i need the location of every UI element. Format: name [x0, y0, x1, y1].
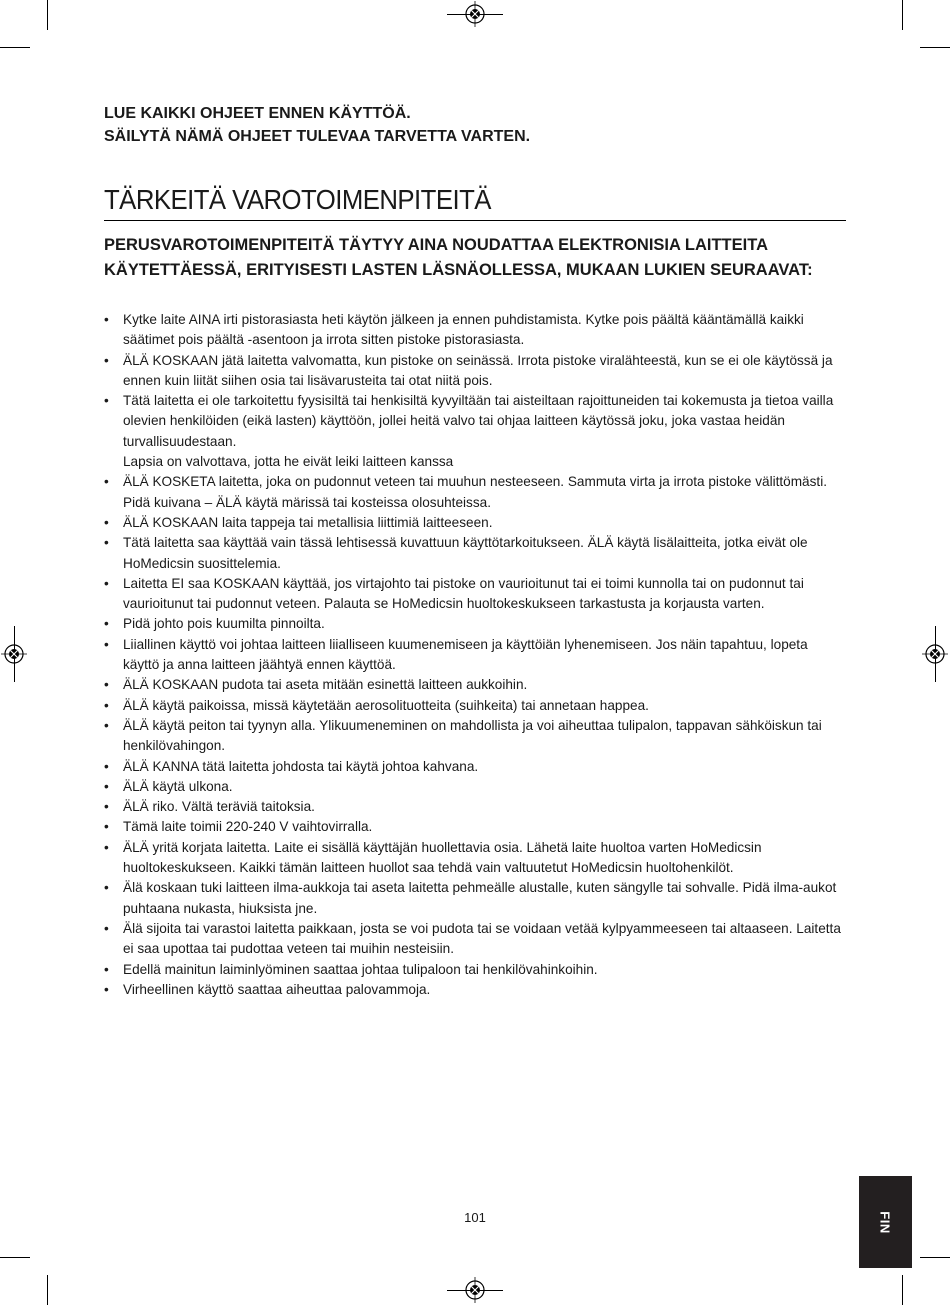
list-item — [104, 838, 846, 879]
bullet-icon: • — [104, 352, 109, 368]
list-item — [104, 513, 846, 533]
list-item-note: Lapsia on valvottava, jotta he eivät leiki laitteen kanssa — [123, 454, 454, 470]
registration-mark-icon — [462, 1, 488, 27]
bullet-icon: • — [104, 880, 109, 896]
bullet-icon: • — [104, 981, 109, 997]
bullet-icon: • — [104, 677, 109, 693]
crop-mark-bottom-right-v — [902, 1275, 903, 1305]
bullet-icon: • — [104, 575, 109, 591]
list-item-text: ÄLÄ riko. Vältä teräviä taitoksia. — [123, 799, 315, 815]
list-item — [104, 614, 846, 634]
list-item — [104, 777, 846, 797]
list-item — [104, 980, 846, 1000]
crop-mark-top-right-h — [920, 47, 950, 48]
list-item-text: ÄLÄ KANNA tätä laitetta johdosta tai käytä johtoa kahvana. — [123, 758, 479, 774]
registration-mark-icon — [922, 641, 948, 667]
list-item-text: ÄLÄ käytä ulkona. — [123, 778, 233, 794]
bullet-icon: • — [104, 717, 109, 733]
list-item — [104, 391, 846, 472]
crop-mark-top-left-v — [47, 0, 48, 30]
list-item — [104, 574, 846, 615]
list-item — [104, 797, 846, 817]
precautions-list — [104, 310, 846, 1000]
bullet-icon: • — [104, 514, 109, 530]
list-item-text: ÄLÄ KOSKAAN jätä laitetta valvomatta, kun pistoke on seinässä. Irrota pistoke viralähteestä, kun se ei ole käytössä ja ennen kuin liität siihen osia tai lisävarusteita tai otat niitä pois. — [123, 352, 833, 388]
crop-mark-bottom-right-h — [920, 1257, 950, 1258]
registration-mark-icon — [1, 641, 27, 667]
bullet-icon: • — [104, 961, 109, 977]
list-item — [104, 310, 846, 351]
list-item-text: Liiallinen käyttö voi johtaa laitteen liialliseen kuumenemiseen ja käyttöiän lyhenemiseen. Jos näin tapahtuu, lopeta käyttö ja anna laitteen jäähtyä ennen käyttöä. — [123, 636, 808, 673]
section-subheading: PERUSVAROTOIMENPITEITÄ TÄYTYY AINA NOUDATTAA ELEKTRONISIA LAITTEITA KÄYTETTÄESSÄ, ERITYISESTI LASTEN LÄSNÄOLLESSA, MUKAAN LUKIEN SEURAAVAT: — [104, 236, 813, 279]
list-item-text: ÄLÄ käytä paikoissa, missä käytetään aerosolituotteita (suihkeita) tai annetaan happea. — [123, 697, 649, 713]
list-item — [104, 960, 846, 980]
intro-notice — [104, 102, 804, 148]
bullet-icon: • — [104, 697, 109, 713]
page-title: TÄRKEITÄ VAROTOIMENPITEITÄ — [104, 184, 491, 215]
crop-mark-bottom-left-v — [47, 1275, 48, 1305]
list-item-text: Älä sijoita tai varastoi laitetta paikkaan, josta se voi pudota tai se voidaan vetää kylpyammeeseen tai altaaseen. Laitetta ei saa upottaa tai pudottaa veteen tai muihin nesteisiin. — [123, 920, 841, 957]
bullet-icon: • — [104, 393, 109, 409]
crop-mark-top-left-h — [0, 47, 30, 48]
bullet-icon: • — [104, 920, 109, 936]
bullet-icon: • — [104, 819, 109, 835]
crop-mark-bottom-left-h — [0, 1257, 30, 1258]
list-item-text: Laitetta EI saa KOSKAAN käyttää, jos virtajohto tai pistoke on vaurioitunut tai ei toimi kunnolla tai on pudonnut tai vaurioitunut tai pudonnut veteen. Palauta se HoMedicsin huoltokeskukseen tarkastusta ja korjausta varten. — [123, 575, 804, 612]
list-item-text: Älä koskaan tuki laitteen ilma-aukkoja tai aseta laitetta pehmeälle alustalle, kuten sängylle tai sohvalle. Pidä ilma-aukot puhtaana nukasta, hiuksista jne. — [123, 880, 837, 916]
list-item-text: ÄLÄ KOSKAAN pudota tai aseta mitään esinettä laitteen aukkoihin. — [123, 677, 528, 693]
language-tab-label: FIN — [877, 1210, 893, 1234]
list-item — [104, 351, 846, 392]
bullet-icon: • — [104, 616, 109, 632]
list-item-text: ÄLÄ KOSKAAN laita tappeja tai metallisia liittimiä laitteeseen. — [123, 514, 493, 530]
list-item — [104, 757, 846, 777]
list-item-text: Tätä laitetta saa käyttää vain tässä lehtisessä kuvattuun käyttötarkoitukseen. ÄLÄ käytä lisälaitteita, jotka eivät ole HoMedicsin suosittelemia. — [123, 535, 808, 571]
crop-mark-top-right-v — [902, 0, 903, 30]
list-item — [104, 696, 846, 716]
title-rule — [104, 220, 846, 221]
list-item-text: ÄLÄ yritä korjata laitetta. Laite ei sisällä käyttäjän huollettavia osia. Lähetä laite huoltoa varten HoMedicsin huoltokeskukseen. Kaikki tämän laitteen huollot saa tehdä vain valtuutetut HoMedicsin huoltohenkilöt. — [123, 839, 762, 876]
intro-line-1: LUE KAIKKI OHJEET ENNEN KÄYTTÖÄ. — [104, 105, 411, 122]
page-number: 101 — [464, 1210, 486, 1225]
list-item-text: Virheellinen käyttö saattaa aiheuttaa palovammoja. — [123, 981, 431, 997]
list-item-text: Tämä laite toimii 220-240 V vaihtovirralla. — [123, 819, 373, 835]
bullet-icon: • — [104, 535, 109, 551]
list-item — [104, 878, 846, 919]
list-item-text: Pidä johto pois kuumilta pinnoilta. — [123, 616, 325, 632]
bullet-icon: • — [104, 839, 109, 855]
language-tab — [859, 1176, 912, 1268]
registration-mark-icon — [462, 1277, 488, 1303]
list-item — [104, 635, 846, 676]
bullet-icon: • — [104, 474, 109, 490]
bullet-icon: • — [104, 636, 109, 652]
list-item-text: Edellä mainitun laiminlyöminen saattaa johtaa tulipaloon tai henkilövahinkoihin. — [123, 961, 598, 977]
bullet-icon: • — [104, 312, 109, 327]
list-item — [104, 817, 846, 837]
list-item — [104, 675, 846, 695]
list-item-text: ÄLÄ KOSKETA laitetta, joka on pudonnut veteen tai muuhun nesteeseen. Sammuta virta ja irrota pistoke välittömästi. Pidä kuivana – ÄLÄ käytä märissä tai kosteissa olosuhteissa. — [123, 474, 827, 510]
list-item-text: Kytke laite AINA irti pistorasiasta heti käytön jälkeen ja ennen puhdistamista. Kytke pois päältä kääntämällä kaikki säätimet pois päältä -asentoon ja irrota sitten pistoke pistorasiasta. — [123, 312, 804, 348]
bullet-icon: • — [104, 778, 109, 794]
bullet-icon: • — [104, 799, 109, 815]
list-item — [104, 533, 846, 574]
intro-line-2: SÄILYTÄ NÄMÄ OHJEET TULEVAA TARVETTA VARTEN. — [104, 128, 531, 145]
bullet-icon: • — [104, 758, 109, 774]
list-item-text: ÄLÄ käytä peiton tai tyynyn alla. Ylikuumeneminen on mahdollista ja voi aiheuttaa tulipalon, tappavan sähköiskun tai henkilövahingon. — [123, 717, 822, 754]
list-item — [104, 472, 846, 513]
list-item — [104, 919, 846, 960]
list-item — [104, 716, 846, 757]
list-item-text: Tätä laitetta ei ole tarkoitettu fyysisiltä tai henkisiltä kyvyiltään tai aisteiltaan rajoittuneiden tai kokemusta ja tietoa vailla olevien henkilöiden (eikä lasten) käyttöön, jollei heitä valvo tai ohjaa laitteen käytössä joku, joka vastaa heidän turvallisuudestaan. — [123, 393, 834, 449]
